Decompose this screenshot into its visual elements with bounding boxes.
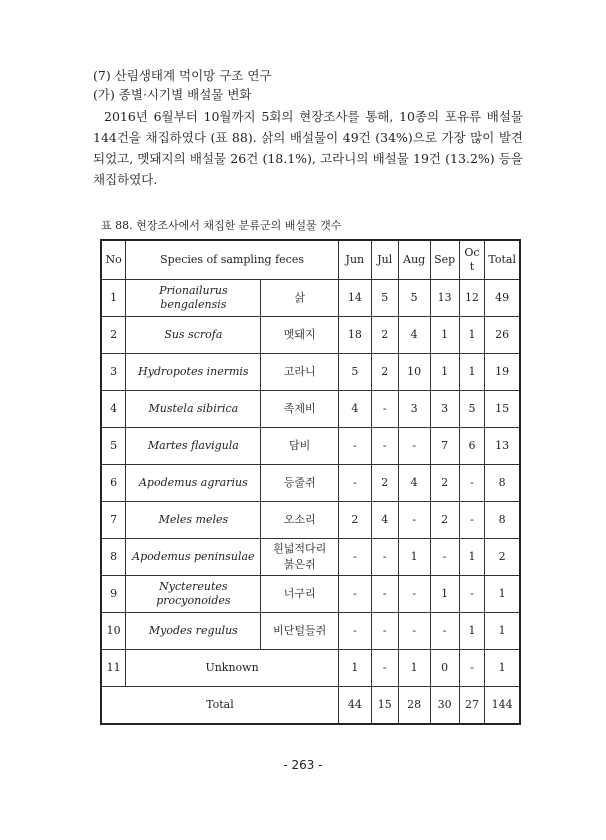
cell-aug: 1 — [398, 650, 430, 687]
cell-no: 2 — [101, 317, 126, 354]
cell-total: 2 — [485, 539, 520, 576]
cell-scientific-name: Prionailurus bengalensis — [126, 280, 261, 317]
header-jul: Jul — [371, 240, 398, 280]
cell-no: 5 — [101, 428, 126, 465]
cell-korean-name: 오소리 — [261, 502, 338, 539]
cell-jun: 18 — [338, 317, 371, 354]
cell-no: 4 — [101, 391, 126, 428]
cell-jul: 15 — [371, 687, 398, 725]
cell-total: 144 — [485, 687, 520, 725]
cell-oct: 1 — [459, 354, 485, 391]
cell-jul: 2 — [371, 317, 398, 354]
cell-sep: - — [430, 613, 459, 650]
cell-aug: 28 — [398, 687, 430, 725]
cell-korean-name: 담비 — [261, 428, 338, 465]
cell-no: 1 — [101, 280, 126, 317]
table-row — [101, 613, 520, 650]
cell-sep: 1 — [430, 317, 459, 354]
cell-jul: 2 — [371, 465, 398, 502]
cell-sep: 2 — [430, 502, 459, 539]
cell-jun: 4 — [338, 391, 371, 428]
cell-aug: 1 — [398, 539, 430, 576]
table-row — [101, 539, 520, 576]
table-row — [101, 354, 520, 391]
cell-jun: - — [338, 539, 371, 576]
table-caption: 표 88. 현장조사에서 채집한 분류군의 배설물 갯수 — [101, 219, 342, 232]
cell-jun: - — [338, 465, 371, 502]
cell-jun: 14 — [338, 280, 371, 317]
header-sep: Sep — [430, 240, 459, 280]
cell-no: 10 — [101, 613, 126, 650]
cell-scientific-name: Hydropotes inermis — [126, 354, 261, 391]
header-aug: Aug — [398, 240, 430, 280]
cell-korean-name: 삵 — [261, 280, 338, 317]
cell-aug: 4 — [398, 317, 430, 354]
cell-sep: 1 — [430, 354, 459, 391]
table-header-row — [101, 240, 520, 280]
cell-jul: - — [371, 391, 398, 428]
cell-sep: 2 — [430, 465, 459, 502]
table-row — [101, 280, 520, 317]
cell-scientific-name: Martes flavigula — [126, 428, 261, 465]
cell-total: 15 — [485, 391, 520, 428]
table-row — [101, 428, 520, 465]
header-oct-bottom: t — [469, 260, 475, 273]
cell-aug: 10 — [398, 354, 430, 391]
cell-no: 7 — [101, 502, 126, 539]
subsection-heading: (가) 종별·시기별 배설물 변화 — [93, 87, 252, 102]
cell-scientific-name: Nyctereutes procyonoides — [126, 576, 261, 613]
cell-korean-name: 비단털들쥐 — [261, 613, 338, 650]
cell-jul: 5 — [371, 280, 398, 317]
cell-jun: 1 — [338, 650, 371, 687]
table-row-unknown — [101, 650, 520, 687]
cell-aug: - — [398, 502, 430, 539]
cell-jun: 44 — [338, 687, 371, 725]
cell-total: 1 — [485, 650, 520, 687]
cell-korean-name: 족제비 — [261, 391, 338, 428]
cell-jul: - — [371, 613, 398, 650]
cell-total: 1 — [485, 613, 520, 650]
cell-jun: - — [338, 428, 371, 465]
header-species: Species of sampling feces — [126, 240, 339, 280]
cell-jul: - — [371, 576, 398, 613]
page-number: - 263 - — [283, 758, 323, 772]
cell-scientific-name: Apodemus agrarius — [126, 465, 261, 502]
cell-oct: - — [459, 650, 485, 687]
cell-aug: - — [398, 613, 430, 650]
cell-korean-name — [261, 539, 338, 576]
cell-no: 3 — [101, 354, 126, 391]
cell-total: 13 — [485, 428, 520, 465]
table-row — [101, 576, 520, 613]
korean-name-line-1: 흰넓적다리 — [273, 542, 327, 555]
cell-aug: 3 — [398, 391, 430, 428]
cell-total: 8 — [485, 465, 520, 502]
cell-oct: - — [459, 502, 485, 539]
cell-oct: 1 — [459, 613, 485, 650]
section-heading: (7) 산림생태계 먹이망 구조 연구 — [93, 68, 272, 83]
cell-sep: 3 — [430, 391, 459, 428]
cell-scientific-name: Myodes regulus — [126, 613, 261, 650]
cell-oct: - — [459, 576, 485, 613]
cell-oct: 12 — [459, 280, 485, 317]
cell-no: 6 — [101, 465, 126, 502]
cell-total: 19 — [485, 354, 520, 391]
header-oct-top: Oc — [464, 246, 480, 259]
cell-sep: - — [430, 539, 459, 576]
cell-jul: 2 — [371, 354, 398, 391]
cell-total: 26 — [485, 317, 520, 354]
cell-total-label: Total — [101, 687, 338, 725]
cell-korean-name: 멧돼지 — [261, 317, 338, 354]
cell-scientific-name: Apodemus peninsulae — [126, 539, 261, 576]
cell-korean-name: 고라니 — [261, 354, 338, 391]
cell-jun: 2 — [338, 502, 371, 539]
cell-oct: 5 — [459, 391, 485, 428]
cell-scientific-name: Meles meles — [126, 502, 261, 539]
header-jun: Jun — [338, 240, 371, 280]
table-row — [101, 391, 520, 428]
table-row — [101, 317, 520, 354]
feces-count-table — [100, 239, 521, 725]
cell-no: 8 — [101, 539, 126, 576]
cell-sep: 0 — [430, 650, 459, 687]
cell-oct: - — [459, 465, 485, 502]
cell-total: 49 — [485, 280, 520, 317]
cell-sep: 13 — [430, 280, 459, 317]
cell-jun: - — [338, 613, 371, 650]
cell-oct: 6 — [459, 428, 485, 465]
cell-no: 11 — [101, 650, 126, 687]
cell-sep: 30 — [430, 687, 459, 725]
cell-unknown-label: Unknown — [126, 650, 339, 687]
korean-name-line-2: 붉은쥐 — [283, 558, 316, 571]
cell-jul: - — [371, 650, 398, 687]
cell-oct: 1 — [459, 539, 485, 576]
cell-jul: 4 — [371, 502, 398, 539]
cell-sep: 1 — [430, 576, 459, 613]
cell-jun: - — [338, 576, 371, 613]
table-row — [101, 465, 520, 502]
cell-total: 1 — [485, 576, 520, 613]
cell-oct: 1 — [459, 317, 485, 354]
table-row — [101, 502, 520, 539]
cell-scientific-name: Mustela sibirica — [126, 391, 261, 428]
cell-jul: - — [371, 428, 398, 465]
cell-aug: - — [398, 428, 430, 465]
table-row-total — [101, 687, 520, 725]
cell-jun: 5 — [338, 354, 371, 391]
cell-jul: - — [371, 539, 398, 576]
body-paragraph: 2016년 6월부터 10월까지 5회의 현장조사를 통해, 10종의 포유류 배설물 144건을 채집하였다 (표 88). 삵의 배설물이 49건 (34%)으로 가장 많이 발견되었고, 멧돼지의 배설물 26건 (18.1%), 고라니의 배설물 19건 (13.2%) 등을 채집하였다. — [93, 109, 523, 187]
cell-aug: - — [398, 576, 430, 613]
cell-scientific-name: Sus scrofa — [126, 317, 261, 354]
cell-no: 9 — [101, 576, 126, 613]
cell-sep: 7 — [430, 428, 459, 465]
header-no: No — [101, 240, 126, 280]
cell-aug: 5 — [398, 280, 430, 317]
cell-korean-name: 너구리 — [261, 576, 338, 613]
cell-oct: 27 — [459, 687, 485, 725]
cell-total: 8 — [485, 502, 520, 539]
cell-aug: 4 — [398, 465, 430, 502]
header-oct — [459, 240, 485, 280]
cell-korean-name: 등줄쥐 — [261, 465, 338, 502]
header-total: Total — [485, 240, 520, 280]
